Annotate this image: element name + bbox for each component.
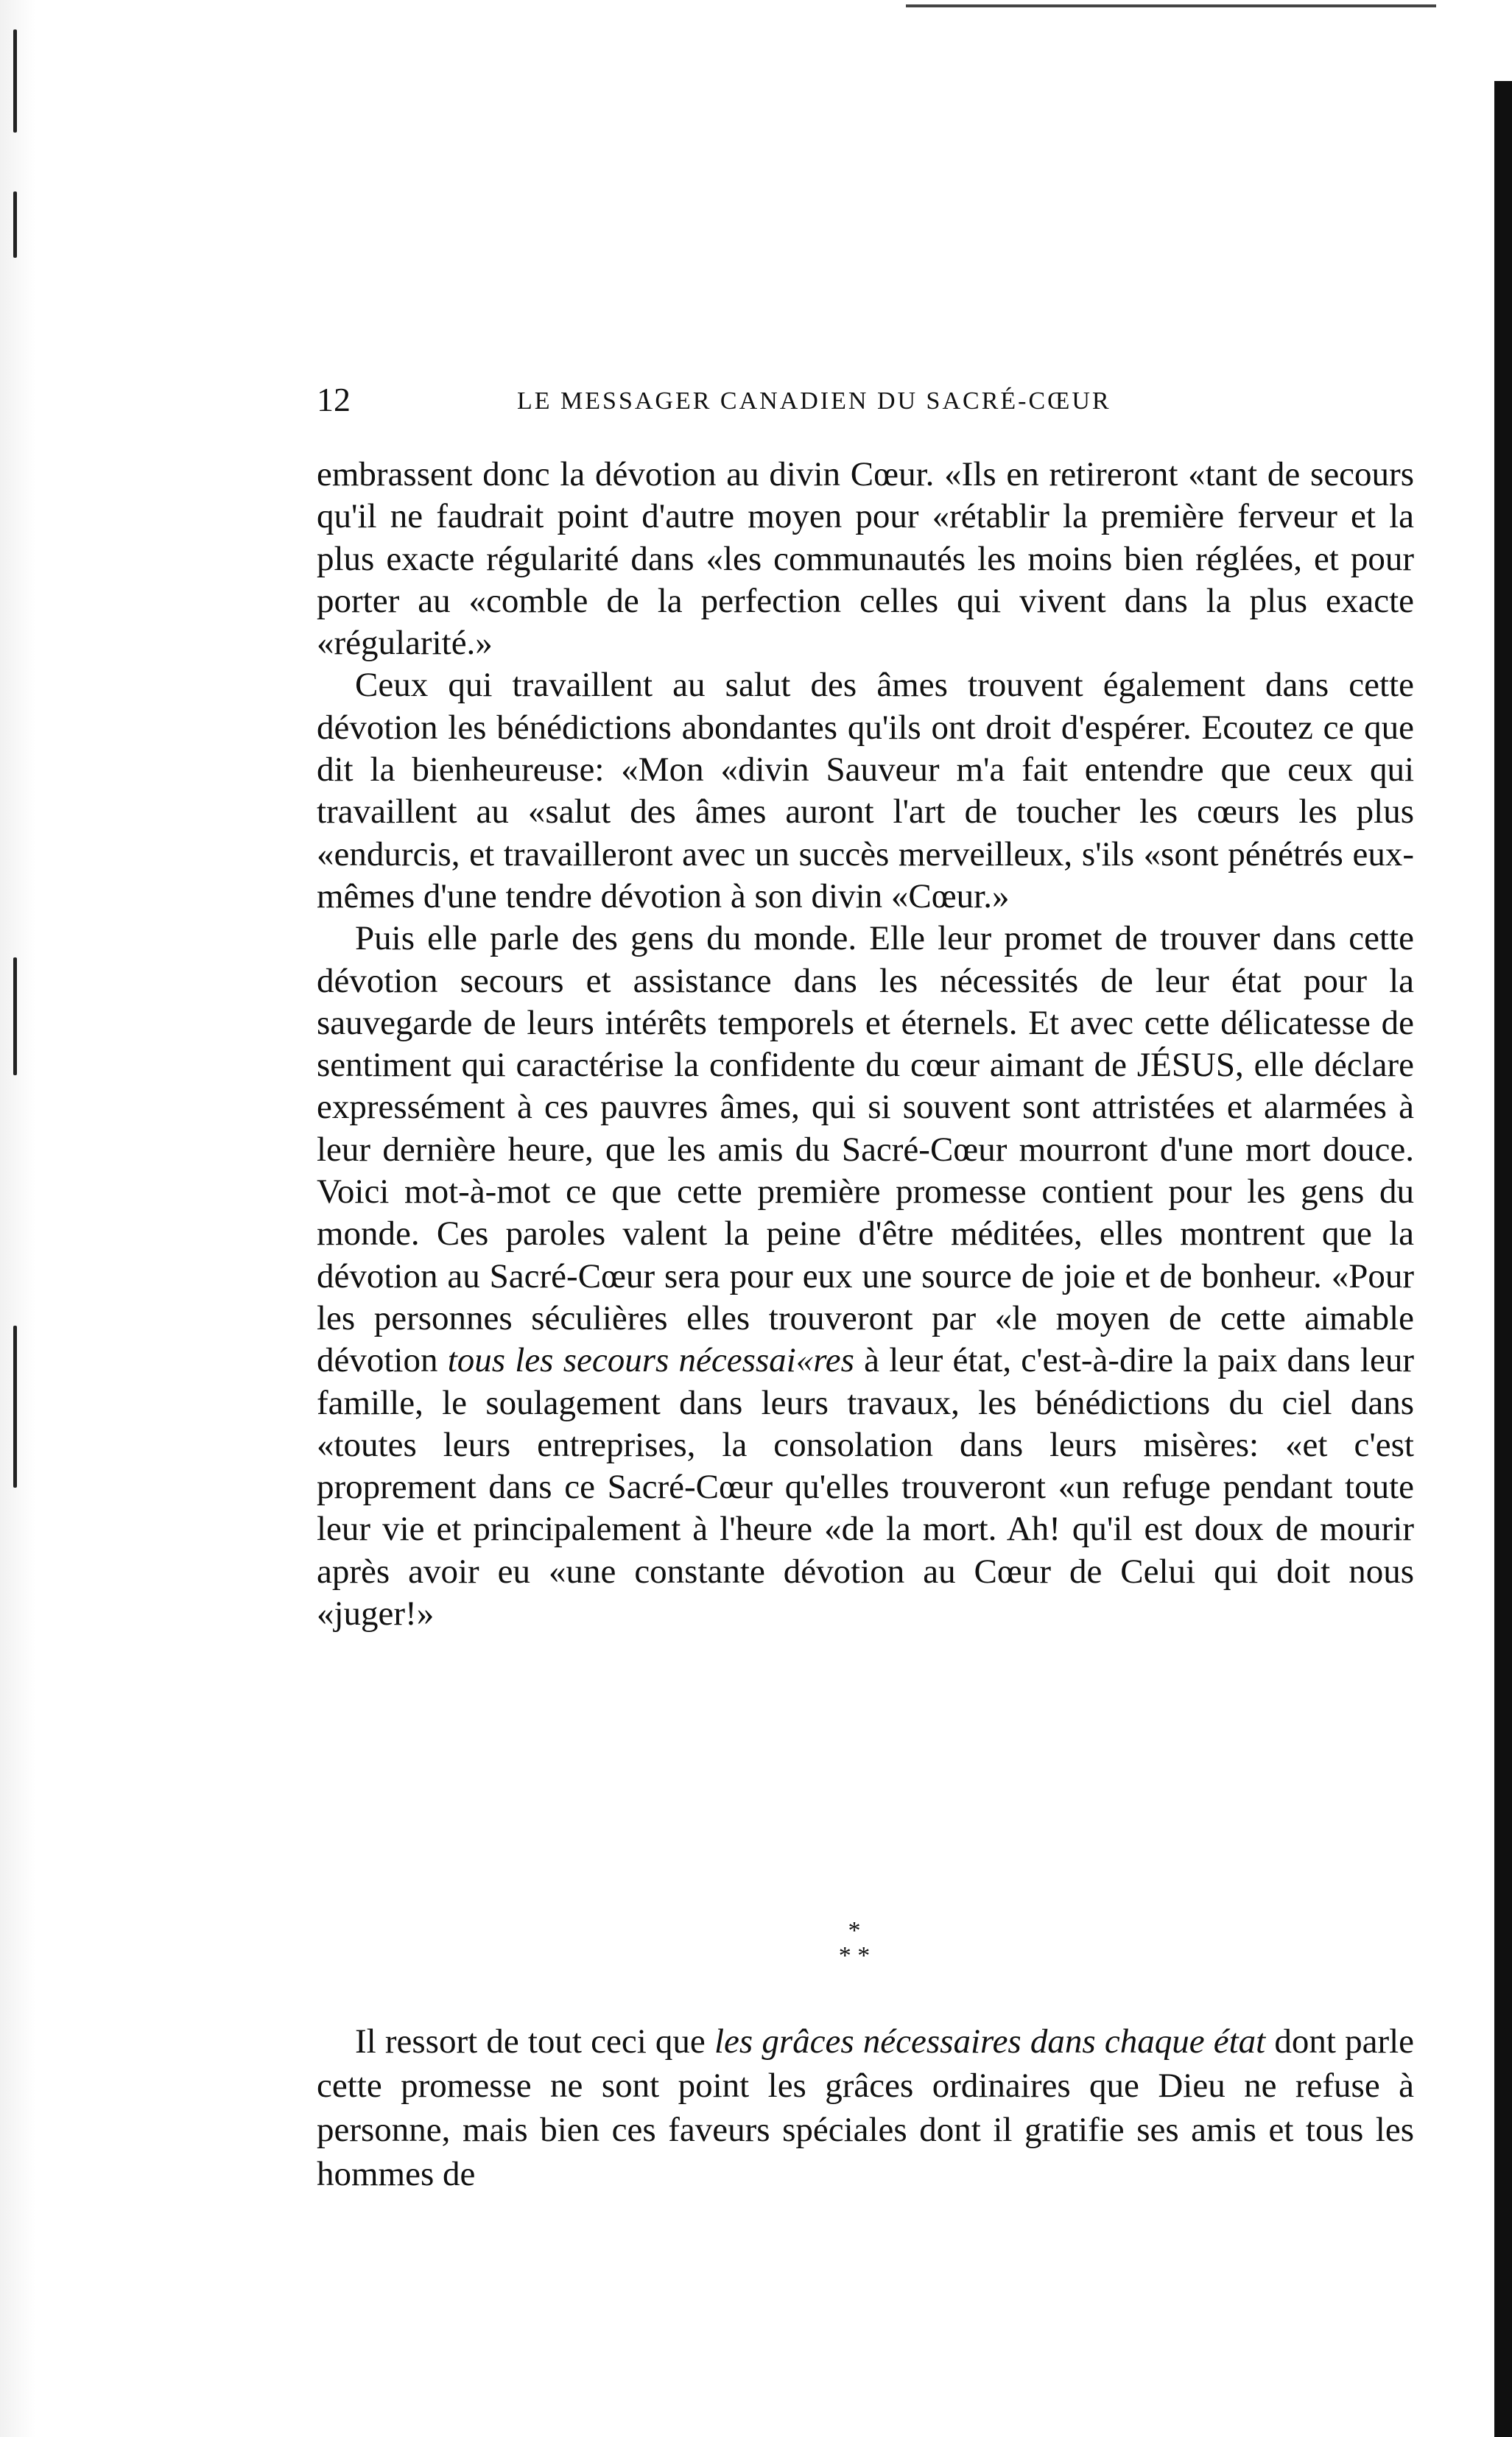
binding-mark [13,29,17,133]
scan-edge-bar [1494,81,1512,2437]
emphasis-text: tous les secours nécessai«res [447,1341,854,1380]
asterism-separator [817,1919,891,1969]
body-text [317,454,1414,1635]
closing-paragraph [317,2019,1414,2196]
paragraph-text: embrassent donc la dévotion au divin Cœur. «Ils en retireront «tant de secours qu'il ne faudrait point d'autre moyen pour «rétablir la première ferveur et la plus exacte régularité dans «les communautés les moins bien réglées, et pour porter au «comble de la perfection celles qui vivent dans la plus exacte «régularité.» [317,455,1414,663]
emphasis-text: les grâces nécessaires dans chaque état [714,2022,1266,2061]
paragraph [317,918,1414,1635]
top-edge-rule [906,4,1436,7]
paragraph [317,454,1414,664]
paragraph-text: dont parle cette promesse ne sont point les grâces ordinaires que Dieu ne refuse à personne, mais bien ces faveurs spéciales dont il gratifie ses amis et tous les hommes de [317,2022,1415,2193]
paragraph [317,664,1414,918]
binding-mark [13,1326,17,1488]
binding-mark [13,191,17,258]
paragraph-text: à leur état, c'est-à-dire la paix dans leur famille, le soulagement dans leurs travaux, les bénédictions du ciel dans «toutes leurs entreprises, la consolation dans leurs misères: «et c'est proprement dans ce Sacré-Cœur qu'elles trouveront «un refuge pendant toute leur vie et principalement à l'heure «de la mort. Ah! qu'il est doux de mourir après avoir eu «une constante dévotion au Cœur de Celui qui doit nous «juger!» [317,1341,1414,1634]
paragraph-text: Puis elle parle des gens du monde. Elle leur promet de trouver dans cette dévotion secours et assistance dans les nécessités de leur état pour la sauvegarde de leurs intérêts temporels et éternels. Et avec cette délicatesse de sentiment qui caractérise la confidente du cœur aimant de JÉSUS, elle déclare expressément à ces pauvres âmes, qui si souvent sont attristées et alarmées à leur dernière heure, que les amis du Sacré-Cœur mourront d'une mort douce. Voici mot-à-mot ce que cette première promesse contient pour les gens du monde. Ces paroles valent la peine d'être méditées, elles montrent que la dévotion au Sacré-Cœur sera pour eux une source de joie et de bonheur. «Pour les personnes séculières elles trouveront par «le moyen de cette aimable dévotion [317,919,1414,1380]
paragraph-text: Ceux qui travaillent au salut des âmes trouvent également dans cette dévotion les bénédictions abondantes qu'ils ont droit d'espérer. Ecoutez ce que dit la bienheureuse: «Mon «divin Sauveur m'a fait entendre que ceux qui travaillent au «salut des âmes auront l'art de toucher les cœurs les plus «endurcis, et travailleront avec un succès merveilleux, s'ils «sont pénétrés eux-mêmes d'une tendre dévotion à son divin «Cœur.» [317,666,1414,915]
page-edge-shadow [0,0,35,2437]
asterism-bottom: * * [838,1942,871,1969]
running-title: LE MESSAGER CANADIEN DU SACRÉ-CŒUR [517,387,1111,415]
paragraph [317,2019,1414,2196]
page-number: 12 [317,381,351,418]
binding-mark [13,957,17,1075]
paragraph-text: Il ressort de tout ceci que [355,2022,706,2061]
asterism-top: * [848,1917,861,1944]
